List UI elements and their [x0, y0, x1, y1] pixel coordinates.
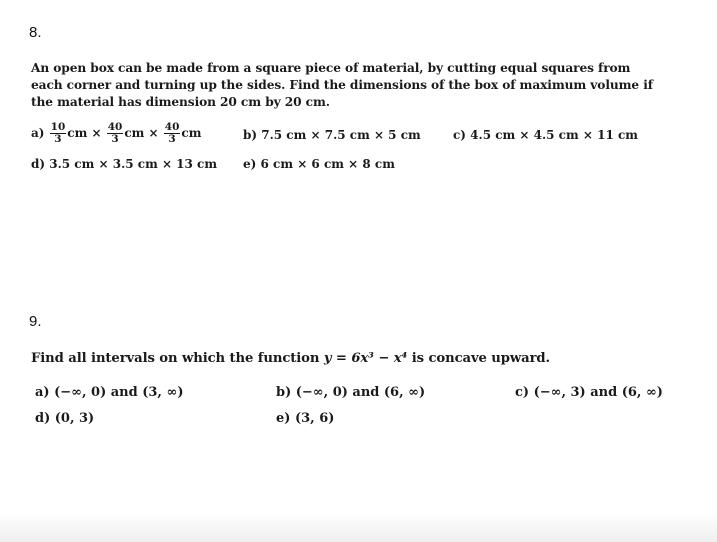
question-8-option-d[interactable]: d) 3.5 cm × 3.5 cm × 13 cm [31, 157, 218, 171]
fraction-1-numerator: 10 [50, 121, 66, 133]
question-8-option-b[interactable]: b) 7.5 cm × 7.5 cm × 5 cm [243, 128, 421, 142]
page-bottom-shade [0, 512, 717, 542]
question-9-option-d[interactable]: d) (0, 3) [35, 411, 95, 426]
unit-2: cm × [124, 126, 159, 140]
question-8-option-c[interactable]: c) 4.5 cm × 4.5 cm × 11 cm [453, 128, 638, 142]
unit-1: cm × [67, 126, 102, 140]
fraction-3-numerator: 40 [164, 121, 180, 133]
unit-3: cm [181, 126, 202, 140]
fraction-3 [164, 122, 181, 145]
question-8-number: 8. [29, 24, 42, 41]
fraction-2-denominator: 3 [111, 133, 119, 145]
fraction-2 [107, 122, 124, 145]
fraction-3-denominator: 3 [168, 133, 176, 145]
question-9-text [31, 350, 661, 367]
question-9-option-c[interactable]: c) (−∞, 3) and (6, ∞) [515, 385, 663, 400]
question-9-function: y = 6x³ − x⁴ [323, 351, 408, 366]
question-9-text-after: is concave upward. [407, 351, 551, 366]
question-9-text-before: Find all intervals on which the function [31, 351, 324, 366]
option-a-label: a) [31, 126, 45, 140]
question-9-number: 9. [29, 313, 42, 330]
question-8-option-e[interactable]: e) 6 cm × 6 cm × 8 cm [243, 157, 395, 171]
question-8-text: An open box can be made from a square piece of material, by cutting equal squares from each corner and turning up the sides. Find the dimensions of the box of maximum volume if the material has dimension 20 cm by 20 cm. [31, 61, 653, 109]
fraction-1 [50, 122, 67, 145]
fraction-2-numerator: 40 [107, 121, 123, 133]
question-9-option-e[interactable]: e) (3, 6) [276, 411, 335, 426]
question-8-option-a[interactable] [31, 122, 201, 145]
fraction-1-denominator: 3 [54, 133, 62, 145]
question-9-option-a[interactable]: a) (−∞, 0) and (3, ∞) [35, 385, 184, 400]
question-9-option-b[interactable]: b) (−∞, 0) and (6, ∞) [276, 385, 426, 400]
